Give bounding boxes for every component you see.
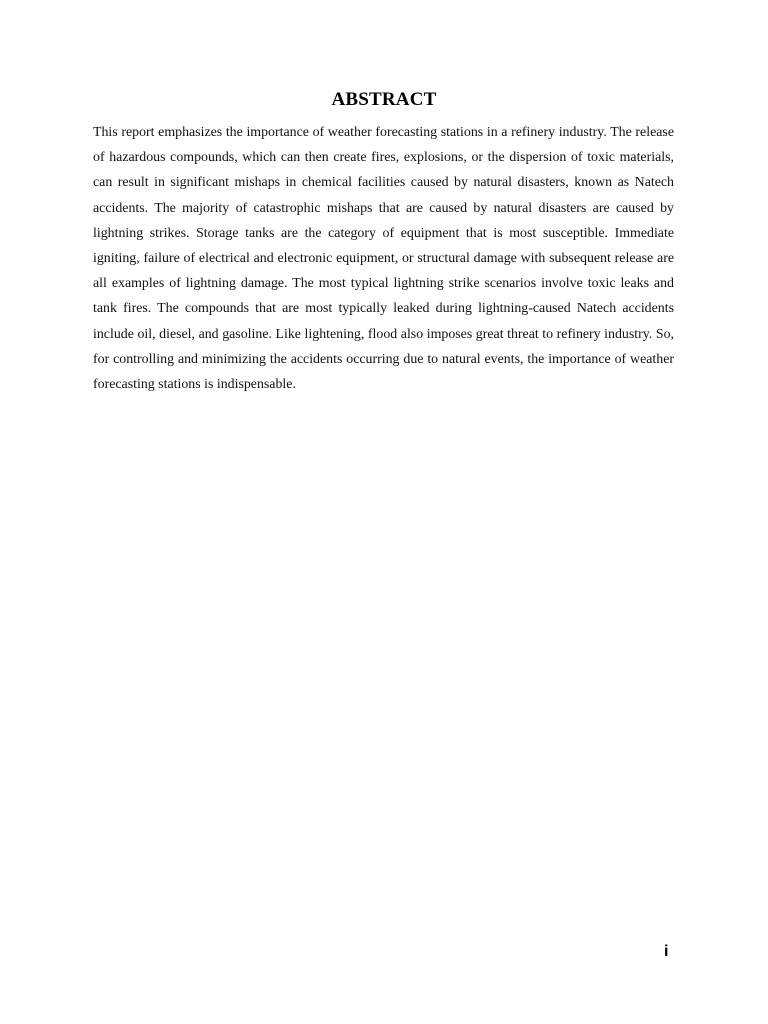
abstract-heading: ABSTRACT bbox=[331, 89, 437, 110]
page-number: i bbox=[664, 943, 669, 960]
abstract-paragraph: This report emphasizes the importance of weather forecasting stations in a refinery industry. The release of hazardous compounds, which can then create fires, explosions, or the dispersion of toxic materials, can result in significant mishaps in chemical facilities caused by natural disasters, known as Natech accidents. The majority of catastrophic mishaps that are caused by natural disasters are caused by lightning strikes. Storage tanks are the category of equipment that is most susceptible. Immediate igniting, failure of electrical and electronic equipment, or structural damage with subsequent release are all examples of lightning damage. The most typical lightning strike scenarios involve toxic leaks and tank fires. The compounds that are most typically leaked during lightning-caused Natech accidents include oil, diesel, and gasoline. Like lightening, flood also imposes great threat to refinery industry. So, for controlling and minimizing the accidents occurring due to natural events, the importance of weather forecasting stations is indispensable. bbox=[93, 125, 674, 393]
